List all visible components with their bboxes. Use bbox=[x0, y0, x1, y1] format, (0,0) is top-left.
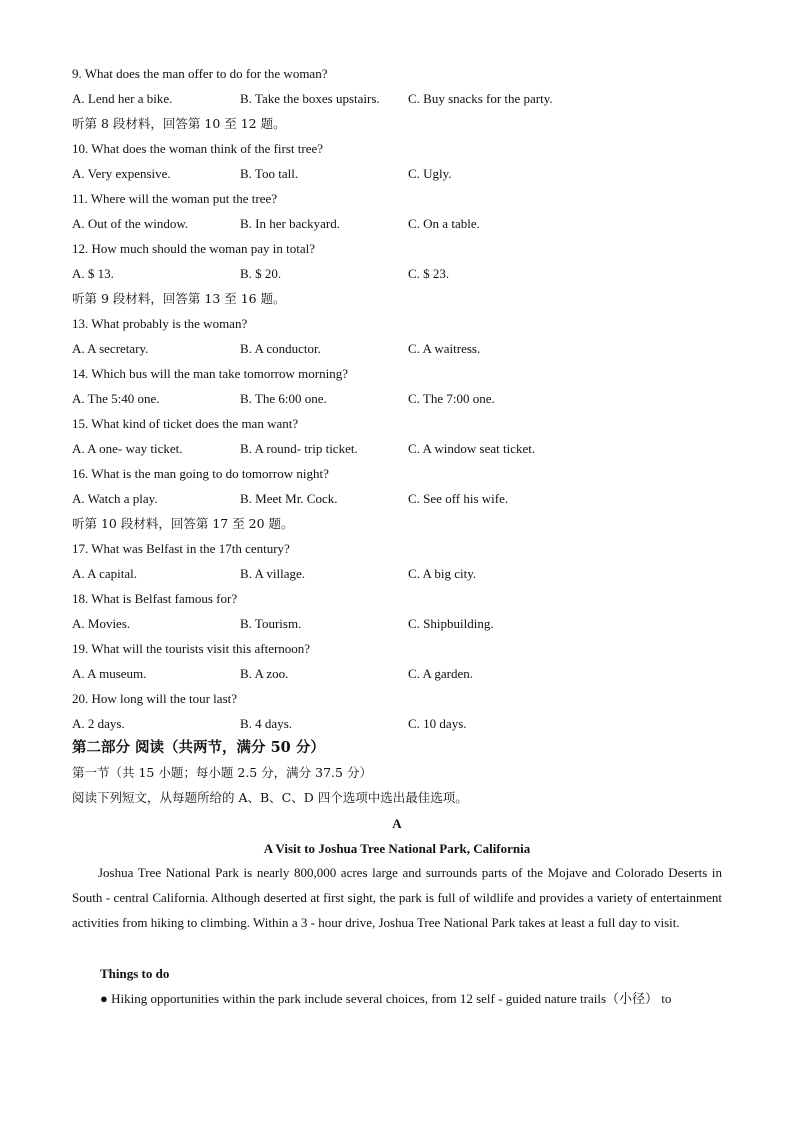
question-16: 16. What is the man going to do tomorrow night? bbox=[72, 466, 329, 481]
part-2-title: 第二部分 阅读（共两节，满分 50 分） bbox=[72, 739, 325, 756]
option-b: B. A village. bbox=[240, 566, 305, 581]
question-9: 9. What does the man offer to do for the woman? bbox=[72, 66, 328, 81]
option-a: A. Lend her a bike. bbox=[72, 91, 173, 106]
options-14 bbox=[72, 391, 732, 407]
question-20: 20. How long will the tour last? bbox=[72, 691, 238, 706]
option-c: C. 10 days. bbox=[408, 716, 467, 731]
option-a: A. The 5:40 one. bbox=[72, 391, 160, 406]
option-b: B. The 6:00 one. bbox=[240, 391, 327, 406]
section-8-instruction: 听第 8 段材料，回答第 10 至 12 题。 bbox=[72, 116, 286, 131]
option-a: A. A capital. bbox=[72, 566, 137, 581]
option-a: A. Out of the window. bbox=[72, 216, 189, 231]
options-9 bbox=[72, 91, 732, 107]
option-a: A. A museum. bbox=[72, 666, 147, 681]
question-17: 17. What was Belfast in the 17th century? bbox=[72, 541, 290, 556]
option-a: A. A one- way ticket. bbox=[72, 441, 183, 456]
options-16 bbox=[72, 491, 732, 507]
question-12: 12. How much should the woman pay in total? bbox=[72, 241, 315, 256]
part-2-instruction: 阅读下列短文，从每题所给的 A、B、C、D 四个选项中选出最佳选项。 bbox=[72, 790, 468, 805]
option-b: B. In her backyard. bbox=[240, 216, 340, 231]
question-18: 18. What is Belfast famous for? bbox=[72, 591, 238, 606]
option-b: B. 4 days. bbox=[240, 716, 292, 731]
options-10 bbox=[72, 166, 732, 182]
option-b: B. Too tall. bbox=[240, 166, 299, 181]
section-10-instruction: 听第 10 段材料，回答第 17 至 20 题。 bbox=[72, 516, 294, 531]
option-c: C. Buy snacks for the party. bbox=[408, 91, 553, 106]
options-11 bbox=[72, 216, 732, 232]
option-c: C. On a table. bbox=[408, 216, 480, 231]
part-2-section-1: 第一节（共 15 小题；每小题 2.5 分，满分 37.5 分） bbox=[72, 765, 372, 780]
option-c: C. A waitress. bbox=[408, 341, 481, 356]
options-13 bbox=[72, 341, 732, 357]
options-17 bbox=[72, 566, 732, 582]
option-c: C. A window seat ticket. bbox=[408, 441, 536, 456]
passage-letter: A bbox=[392, 816, 402, 831]
options-15 bbox=[72, 441, 732, 457]
option-c: C. See off his wife. bbox=[408, 491, 509, 506]
things-to-do-heading: Things to do bbox=[100, 966, 170, 981]
question-19: 19. What will the tourists visit this afternoon? bbox=[72, 641, 311, 656]
option-b: B. A round- trip ticket. bbox=[240, 441, 358, 456]
option-a: A. $ 13. bbox=[72, 266, 114, 281]
option-b: B. Tourism. bbox=[240, 616, 302, 631]
option-b: B. A conductor. bbox=[240, 341, 321, 356]
question-10: 10. What does the woman think of the first tree? bbox=[72, 141, 324, 156]
option-c: C. The 7:00 one. bbox=[408, 391, 495, 406]
option-a: A. Watch a play. bbox=[72, 491, 158, 506]
bullet-hiking: ● Hiking opportunities within the park include several choices, from 12 self - guided nature trails（小径） to bbox=[100, 991, 672, 1006]
options-12 bbox=[72, 266, 732, 282]
options-18 bbox=[72, 616, 732, 632]
section-9-instruction: 听第 9 段材料，回答第 13 至 16 题。 bbox=[72, 291, 286, 306]
option-c: C. Ugly. bbox=[408, 166, 452, 181]
options-19 bbox=[72, 666, 732, 682]
option-c: C. Shipbuilding. bbox=[408, 616, 494, 631]
option-c: C. $ 23. bbox=[408, 266, 450, 281]
options-20 bbox=[72, 716, 732, 732]
option-a: A. A secretary. bbox=[72, 341, 149, 356]
option-a: A. Movies. bbox=[72, 616, 131, 631]
option-c: C. A big city. bbox=[408, 566, 477, 581]
question-11: 11. Where will the woman put the tree? bbox=[72, 191, 278, 206]
option-a: A. Very expensive. bbox=[72, 166, 171, 181]
passage-paragraph-1 bbox=[72, 860, 722, 935]
option-c: C. A garden. bbox=[408, 666, 473, 681]
option-b: B. Take the boxes upstairs. bbox=[240, 91, 380, 106]
question-15: 15. What kind of ticket does the man want? bbox=[72, 416, 299, 431]
option-b: B. A zoo. bbox=[240, 666, 289, 681]
paragraph-text: Joshua Tree National Park is nearly 800,000 acres large and surrounds parts of the Mojave and Colorado Deserts in South - central California. Although deserted at first sight, the park is full of wildlife and provides a variety of entertainment activities from hiking to climbing. Within a 3 - hour drive, Joshua Tree National Park takes at least a full day to visit. bbox=[72, 865, 722, 930]
option-b: B. Meet Mr. Cock. bbox=[240, 491, 338, 506]
question-14: 14. Which bus will the man take tomorrow morning? bbox=[72, 366, 348, 381]
option-a: A. 2 days. bbox=[72, 716, 125, 731]
question-13: 13. What probably is the woman? bbox=[72, 316, 248, 331]
option-b: B. $ 20. bbox=[240, 266, 282, 281]
passage-title: A Visit to Joshua Tree National Park, California bbox=[263, 841, 531, 856]
